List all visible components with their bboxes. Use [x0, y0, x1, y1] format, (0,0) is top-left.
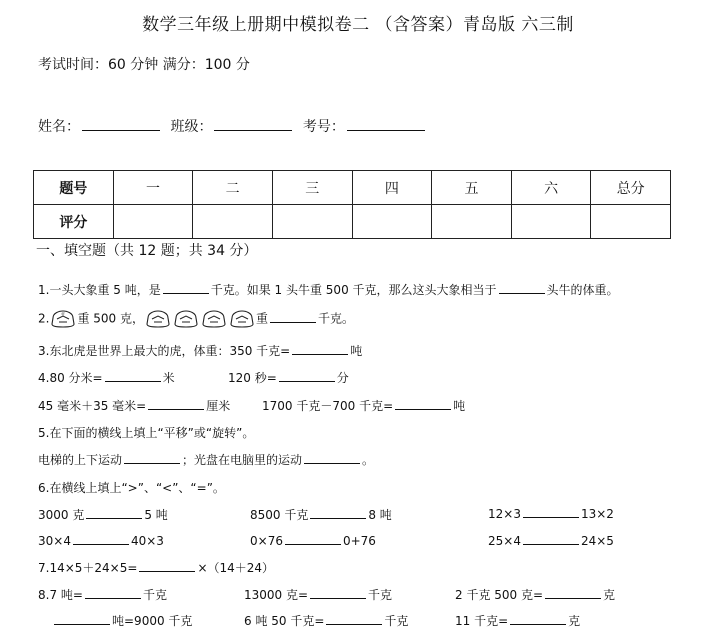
- q2-text-b: 重 500 克，: [77, 311, 144, 326]
- score-cell[interactable]: [591, 205, 671, 239]
- answer-blank[interactable]: [499, 282, 545, 294]
- q8-right: 克: [603, 588, 616, 602]
- answer-blank[interactable]: [523, 506, 579, 518]
- score-header-cell: 六: [511, 171, 591, 205]
- answer-blank[interactable]: [279, 370, 335, 382]
- q6-item: [488, 533, 614, 548]
- q6-right: 0+76: [342, 534, 376, 548]
- q8-right: 吨=9000 千克: [112, 614, 193, 628]
- score-header-cell: 二: [193, 171, 273, 205]
- number-blank[interactable]: [347, 117, 425, 131]
- question-5-line: [38, 451, 374, 468]
- score-cell[interactable]: [272, 205, 352, 239]
- q1-text-b: 千克。如果 1 头牛重 500 千克，那么这头大象相当于: [210, 283, 497, 297]
- answer-blank[interactable]: [148, 398, 204, 410]
- q2-text-a: 2.: [38, 311, 50, 326]
- q5-text-a: 电梯的上下运动: [38, 453, 123, 467]
- q3-text-a: 3.东北虎是世界上最大的虎，体重：350 千克=: [38, 344, 291, 358]
- answer-blank[interactable]: [86, 507, 142, 519]
- q8-right: 克: [568, 614, 581, 628]
- score-header-cell: 三: [272, 171, 352, 205]
- question-1: [38, 281, 619, 298]
- number-label: 考号：: [302, 119, 345, 135]
- score-header-cell: 五: [432, 171, 512, 205]
- q6-right: 40×3: [130, 534, 164, 548]
- name-label: 姓名：: [38, 119, 80, 135]
- score-header-cell: 一: [113, 171, 193, 205]
- q5-text-c: 。: [362, 453, 375, 467]
- q8-item: [244, 586, 392, 603]
- q4-text-c2: 厘米: [206, 399, 231, 413]
- q6-right: 13×2: [580, 507, 614, 521]
- score-cell[interactable]: [193, 205, 273, 239]
- question-2: [38, 309, 354, 329]
- q8-item: [38, 586, 167, 603]
- student-fields: [38, 116, 431, 136]
- score-value-row: [34, 205, 671, 239]
- answer-blank[interactable]: [270, 311, 316, 323]
- answer-blank[interactable]: [54, 613, 110, 625]
- answer-blank[interactable]: [105, 370, 161, 382]
- score-table: [33, 170, 671, 239]
- answer-blank[interactable]: [139, 560, 195, 572]
- answer-blank[interactable]: [285, 533, 341, 545]
- q2-text-c: 重: [256, 311, 269, 326]
- q6-item: [38, 506, 168, 523]
- exam-info: 考试时间：60 分钟 满分：100 分: [38, 57, 250, 73]
- q1-text-a: 1.一头大象重 5 吨，是: [38, 283, 161, 297]
- q6-left: 30×4: [38, 534, 71, 548]
- score-header-row: [34, 171, 671, 205]
- q4-text-d2: 吨: [453, 399, 466, 413]
- q4-text-b2: 分: [336, 371, 349, 385]
- question-5: 5.在下面的横线上填上“平移”或“旋转”。: [38, 426, 255, 440]
- q4-text-a2: 米: [162, 371, 175, 385]
- score-cell[interactable]: [432, 205, 512, 239]
- q6-right: 24×5: [580, 534, 614, 548]
- q5-text-b: ；光盘在电脑里的运动: [182, 453, 303, 467]
- scale-icon: [229, 309, 255, 329]
- score-header-cell: 四: [352, 171, 432, 205]
- section-heading: 一、填空题（共 12 题；共 34 分）: [36, 243, 258, 259]
- score-row-label: 评分: [34, 205, 114, 239]
- q6-item: [38, 533, 164, 548]
- answer-blank[interactable]: [310, 507, 366, 519]
- answer-blank[interactable]: [545, 587, 601, 599]
- q8-item: [455, 586, 615, 603]
- answer-blank[interactable]: [310, 587, 366, 599]
- name-blank[interactable]: [82, 117, 160, 131]
- answer-blank[interactable]: [304, 452, 360, 464]
- score-cell[interactable]: [352, 205, 432, 239]
- q7-text-a: 7.14×5＋24×5=: [38, 561, 138, 575]
- question-4c: [38, 397, 230, 414]
- q6-right: 5 吨: [144, 508, 168, 522]
- scale-icon: [201, 309, 227, 329]
- q8-item: [52, 612, 192, 629]
- scale-icon: [50, 309, 76, 329]
- q6-left: 8500 千克: [250, 508, 309, 522]
- scale-icon: [145, 309, 171, 329]
- q8-right: 千克: [142, 588, 167, 602]
- q6-left: 12×3: [488, 507, 521, 521]
- q8-item: [244, 612, 408, 629]
- q1-text-c: 头牛的体重。: [546, 283, 619, 297]
- q8-left: 13000 克=: [244, 588, 309, 602]
- score-header-label: 题号: [34, 171, 114, 205]
- question-4a: [38, 369, 175, 386]
- q8-left: 2 千克 500 克=: [455, 588, 544, 602]
- question-7: [38, 559, 274, 576]
- q8-left: 8.7 吨=: [38, 588, 83, 602]
- score-cell[interactable]: [113, 205, 193, 239]
- answer-blank[interactable]: [85, 587, 141, 599]
- q6-right: 8 吨: [368, 508, 392, 522]
- q2-text-d: 千克。: [318, 311, 355, 326]
- answer-blank[interactable]: [395, 398, 451, 410]
- answer-blank[interactable]: [124, 452, 180, 464]
- q6-item: [488, 506, 614, 521]
- class-label: 班级：: [170, 119, 213, 135]
- q4-text-d1: 1700 千克－700 千克=: [262, 399, 394, 413]
- question-4d: [262, 397, 465, 414]
- class-blank[interactable]: [214, 117, 292, 131]
- q6-left: 25×4: [488, 534, 521, 548]
- question-4b: [228, 369, 349, 386]
- answer-blank[interactable]: [326, 613, 382, 625]
- answer-blank[interactable]: [292, 343, 348, 355]
- q6-left: 0×76: [250, 534, 283, 548]
- q8-left: 6 吨 50 千克=: [244, 614, 325, 628]
- answer-blank[interactable]: [523, 533, 579, 545]
- q8-item: [455, 612, 580, 629]
- score-header-cell: 总分: [591, 171, 671, 205]
- q8-left: 11 千克=: [455, 614, 509, 628]
- answer-blank[interactable]: [73, 533, 129, 545]
- q8-right: 千克: [384, 614, 409, 628]
- q6-item: [250, 506, 392, 523]
- q6-left: 3000 克: [38, 508, 85, 522]
- question-6: 6.在横线上填上“>”、“<”、“=”。: [38, 481, 225, 495]
- score-cell[interactable]: [511, 205, 591, 239]
- q6-item: [250, 533, 376, 548]
- answer-blank[interactable]: [510, 613, 566, 625]
- q8-right: 千克: [368, 588, 393, 602]
- answer-blank[interactable]: [163, 282, 209, 294]
- q7-text-b: ×（14＋24）: [197, 561, 275, 575]
- svg-text:秤: 秤: [61, 312, 66, 316]
- question-3: [38, 342, 362, 359]
- page-title: 数学三年级上册期中模拟卷二 （含答案）青岛版 六三制: [142, 15, 574, 35]
- q4-text-b1: 120 秒=: [228, 371, 277, 385]
- q3-text-b: 吨: [350, 344, 363, 358]
- q4-text-a1: 4.80 分米=: [38, 371, 103, 385]
- q4-text-c1: 45 毫米＋35 毫米=: [38, 399, 147, 413]
- scale-icon: [173, 309, 199, 329]
